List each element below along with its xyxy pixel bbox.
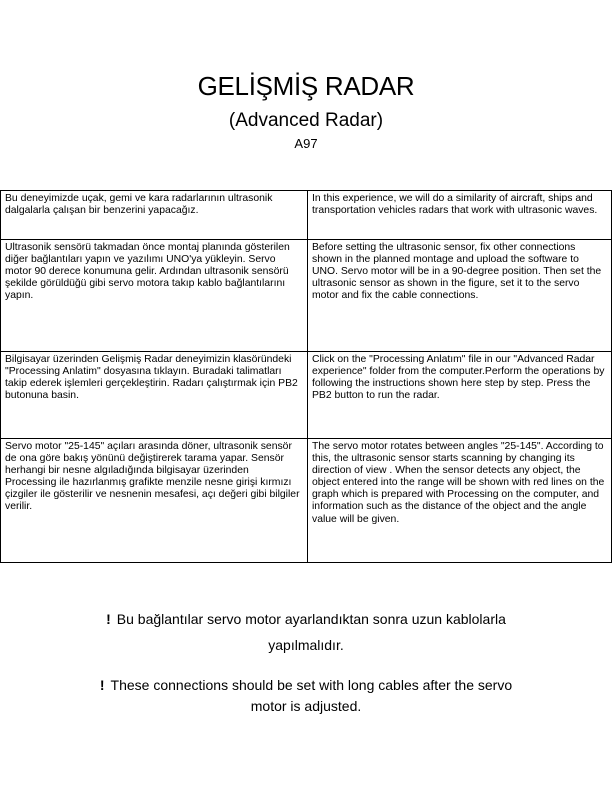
turkish-text-cell: Servo motor "25-145" açıları arasında döner, ultrasonik sensör de ona göre bakış yönünü değiştirerek tarama yapar. Sensör herhangi bir nesne algıladığında bilgisayar üzerinden Processing ile hazırlanmış grafikte menzile nesne girişi kırmızı çizgiler ile gösterilir ve nesnenin mesafesi, açı değeri gibi bilgiler verilir.	[1, 439, 308, 563]
table-row	[1, 439, 612, 563]
exclamation-icon: !	[99, 677, 105, 693]
turkish-text-cell: Bilgisayar üzerinden Gelişmiş Radar deneyimizin klasöründeki "Processing Anlatim" dosyasına tıklayın. Buradaki talimatları takip ederek işlemleri gerçekleştirin. Radarı çalıştırmak için PB2 butonuna basin.	[1, 352, 308, 439]
page-subtitle: (Advanced Radar)	[228, 110, 384, 131]
bilingual-instructions-table	[0, 190, 612, 563]
english-warning-text: These connections should be set with long cables after the servo	[110, 677, 513, 693]
turkish-warning-text: Bu bağlantılar servo motor ayarlandıktan sonra uzun kablolarla	[116, 611, 506, 627]
english-warning-line-2: motor is adjusted.	[250, 698, 362, 714]
english-text-cell: The servo motor rotates between angles "25-145". According to this, the ultrasonic sensor starts scanning by changing its direction of view . When the sensor detects any object, the object entered into the range will be shown with red lines on the graph which is prepared with Processing on the computer, and information such as the distance of the object and the angle value will be given.	[308, 439, 612, 563]
exclamation-icon: !	[106, 611, 111, 627]
table-row	[1, 352, 612, 439]
experiment-code: A97	[294, 136, 318, 151]
turkish-warning-line-1	[0, 609, 612, 629]
table-row	[1, 240, 612, 352]
english-text-cell: In this experience, we will do a similarity of aircraft, ships and transportation vehicles radars that work with ultrasonic waves.	[308, 191, 612, 240]
english-warning-line-1	[0, 675, 612, 695]
page-title: GELİŞMİŞ RADAR	[197, 71, 415, 101]
english-text-cell: Click on the "Processing Anlatım" file in our "Advanced Radar experience" folder from the computer.Perform the operations by following the instructions shown here step by step. Press the PB2 button to run the radar.	[308, 352, 612, 439]
english-text-cell: Before setting the ultrasonic sensor, fix other connections shown in the planned montage and upload the software to UNO. Servo motor will be in a 90-degree position. Then set the ultrasonic sensor as shown in the figure, set it to the servo motor and fix the cable connections.	[308, 240, 612, 352]
table-row	[1, 191, 612, 240]
turkish-warning-line-2: yapılmalıdır.	[268, 637, 344, 653]
turkish-text-cell: Bu deneyimizde uçak, gemi ve kara radarlarının ultrasonik dalgalarla çalışan bir benzerini yapacağız.	[1, 191, 308, 240]
turkish-text-cell: Ultrasonik sensörü takmadan önce montaj planında gösterilen diğer bağlantıları yapın ve yazılımı UNO'ya yükleyin. Servo motor 90 derece konumuna gelir. Ardından ultrasonik sensörü şekilde görüldüğü gibi servo motora takıp kablo bağlantılarını yapın.	[1, 240, 308, 352]
